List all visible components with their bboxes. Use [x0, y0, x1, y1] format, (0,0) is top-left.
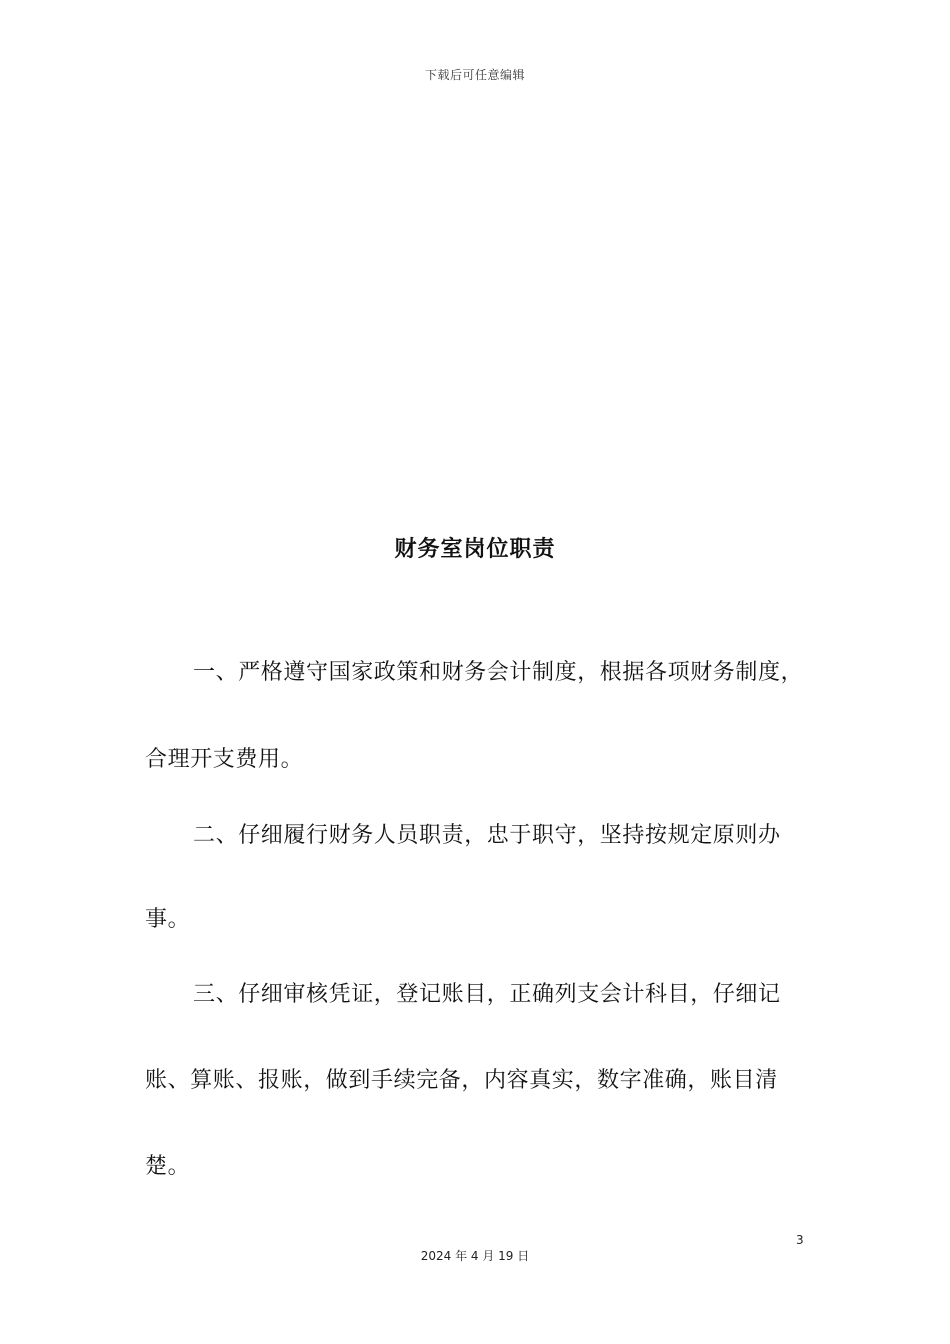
document-title: 财务室岗位职责: [394, 537, 556, 562]
paragraph-1-line-2: 合理开支费用。: [145, 747, 304, 772]
header-note: 下载后可任意编辑: [424, 68, 525, 82]
paragraph-2-line-2: 事。: [145, 907, 191, 932]
paragraph-2-line-1: 二、仔细履行财务人员职责，忠于职守，坚持按规定原则办: [193, 823, 781, 848]
paragraph-1-line-1: 一、严格遵守国家政策和财务会计制度，根据各项财务制度，: [193, 660, 804, 685]
paragraph-3-line-3: 楚。: [145, 1154, 191, 1179]
paragraph-3-line-1: 三、仔细审核凭证，登记账目，正确列支会计科目，仔细记: [193, 982, 781, 1007]
footer-date: 2024 年 4 月 19 日: [420, 1249, 530, 1263]
paragraph-3-line-2: 账、算账、报账，做到手续完备，内容真实，数字准确，账目清: [145, 1068, 778, 1093]
page-number: 3: [796, 1233, 804, 1247]
